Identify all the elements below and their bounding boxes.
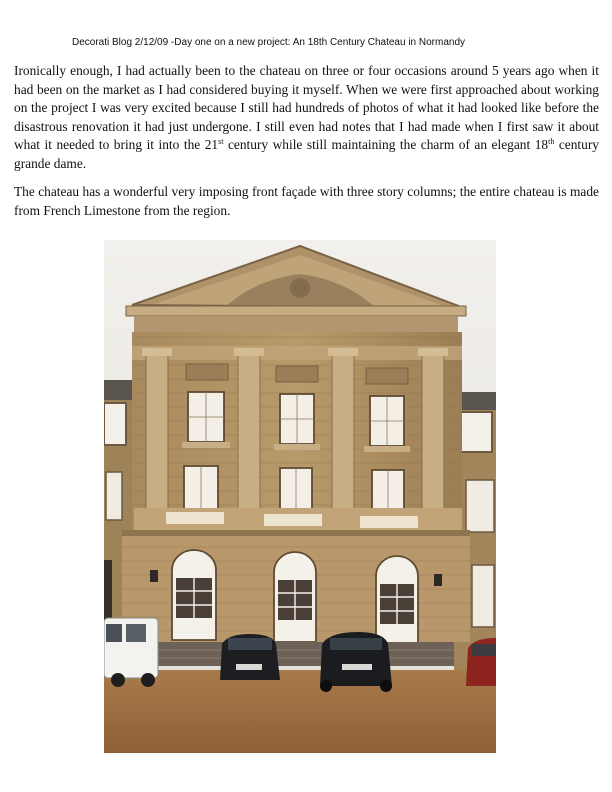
superscript-th: th — [548, 137, 555, 146]
blog-header: Decorati Blog 2/12/09 -Day one on a new project: An 18th Century Chateau in Normandy — [72, 37, 466, 48]
chateau-photo — [104, 240, 496, 753]
paragraph-intro-text-3: century grande dame. — [14, 137, 599, 171]
paragraph-intro-text-2: century while still maintaining the charm of an elegant 18 — [223, 137, 549, 152]
paragraph-intro — [14, 62, 599, 173]
superscript-st: st — [218, 137, 224, 146]
paragraph-facade: The chateau has a wonderful very imposing front façade with three story columns; the entire chateau is made from French Limestone from the region. — [14, 184, 599, 218]
paragraph-intro-text-1: Ironically enough, I had actually been to the chateau on three or four occasions around 5 years ago when it had been on the market as I had considered buying it myself. When we were first approached about working on the project I was very excited because I still had hundreds of photos of what it had looked like before the disastrous renovation it had just undergone. I still even had notes that I had made when I first saw it about what it needed to bring it into the 21 — [14, 63, 599, 152]
